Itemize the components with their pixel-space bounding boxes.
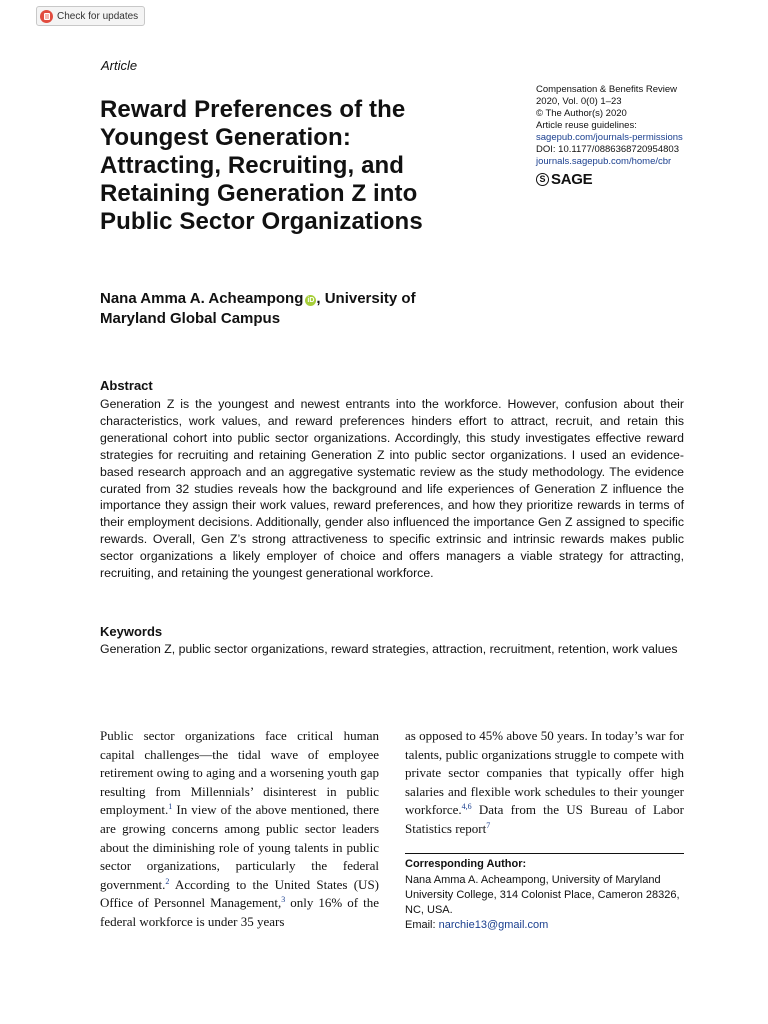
keywords-heading: Keywords	[100, 624, 163, 639]
body-column-left	[100, 727, 379, 932]
journal-name: Compensation & Benefits Review	[536, 84, 677, 95]
corresponding-author-details	[405, 873, 690, 933]
title-line: Reward Preferences of the	[100, 96, 406, 123]
title-line: Attracting, Recruiting, and	[100, 152, 405, 179]
orcid-icon[interactable]: iD	[307, 297, 315, 304]
article-title	[100, 96, 500, 236]
email-link[interactable]: narchie13@gmail.com	[438, 919, 549, 931]
author-name: Nana Amma A. Acheampong	[100, 290, 304, 307]
sage-logo	[536, 170, 726, 188]
check-for-updates-label: Check for updates	[57, 10, 139, 22]
reference-link[interactable]: 7	[486, 820, 491, 830]
sage-logo-icon: S	[536, 173, 549, 186]
abstract-heading: Abstract	[100, 378, 153, 393]
title-line: Retaining Generation Z into	[100, 180, 418, 207]
body-text: Public sector organizations face critical human capital challenges—the tidal wave of employee retirement owing to aging and a worsening youth gap resulting from Millennials’ disinterest in public employment.	[100, 728, 379, 818]
corresponding-email-row	[405, 918, 690, 933]
journal-doi: DOI: 10.1177/0886368720954803	[536, 144, 679, 155]
journal-copyright: © The Author(s) 2020	[536, 108, 627, 119]
corresponding-author-heading: Corresponding Author:	[405, 858, 527, 870]
bookmark-icon	[40, 10, 53, 23]
reference-link[interactable]: 3	[281, 895, 286, 905]
body-text: only 16% of the federal workforce is under 35 years	[100, 895, 379, 929]
keywords-text: Generation Z, public sector organizations, reward strategies, attraction, recruitment, retention, work values	[100, 642, 678, 656]
footnote-divider	[405, 853, 684, 854]
journal-volume: 2020, Vol. 0(0) 1–23	[536, 96, 622, 107]
journal-info	[536, 84, 726, 186]
body-text: According to the United States (US) Office of Personnel Management,	[100, 876, 379, 911]
sage-logo-text: SAGE	[551, 170, 593, 188]
body-text: In view of the above mentioned, there are growing concerns among public sector leaders about the diminishing role of young talents in public sector organizations, particularly the federal government.	[100, 802, 379, 892]
reference-link[interactable]: 1	[168, 802, 173, 812]
abstract-text: Generation Z is the youngest and newest entrants into the workforce. However, confusion about their characteristics, work values, and reward preferences hinders effort to attract, recruit, and retain this generational cohort into public sector organizations. Accordingly, this study investigates effective reward strategies for recruiting and retaining Generation Z into public sector organizations. I used an evidence-based research approach and an aggregative systematic review as the study methodology. The evidence curated from 32 studies reveals how the background and life experiences of Generation Z influence the importance they assign their work values, reward preferences, and how they prioritize rewards in terms of their employment decisions. Additionally, gender also influenced the importance Gen Z assigned to specific rewards. Overall, Gen Z’s strong attractiveness to specific extrinsic and intrinsic rewards makes public sector organizations a likely employer of choice and offers managers a viable strategy for attracting, recruiting, and retaining the youngest generational workforce.	[100, 397, 684, 581]
title-line: Youngest Generation:	[100, 124, 351, 151]
reference-link[interactable]: 2	[165, 876, 170, 886]
title-line: Public Sector Organizations	[100, 208, 423, 235]
article-type-label: Article	[101, 58, 138, 73]
journal-home-link[interactable]: journals.sagepub.com/home/cbr	[536, 156, 672, 167]
reuse-guidelines-label: Article reuse guidelines:	[536, 120, 637, 131]
email-label: Email:	[405, 919, 439, 931]
author-block	[100, 289, 520, 329]
corresponding-line: Nana Amma A. Acheampong, University of Maryland	[405, 874, 661, 886]
author-affiliation: , University of	[316, 290, 416, 307]
author-affiliation-line2: Maryland Global Campus	[100, 310, 281, 327]
reference-link[interactable]: 4,6	[461, 802, 472, 812]
body-column-right	[405, 727, 684, 839]
corresponding-line: NC, USA.	[405, 904, 453, 916]
corresponding-line: University College, 314 Colonist Place, Cameron 28326,	[405, 889, 680, 901]
body-text: Data from the US Bureau of Labor Statistics report	[405, 802, 684, 836]
body-text: as opposed to 45% above 50 years. In today’s war for talents, public organizations struggle to compete with private sector companies that typically offer high salaries and flexible work schedules to their younger workforce.	[405, 728, 684, 818]
check-for-updates-button[interactable]	[36, 6, 145, 26]
permissions-link[interactable]: sagepub.com/journals-permissions	[536, 132, 683, 143]
